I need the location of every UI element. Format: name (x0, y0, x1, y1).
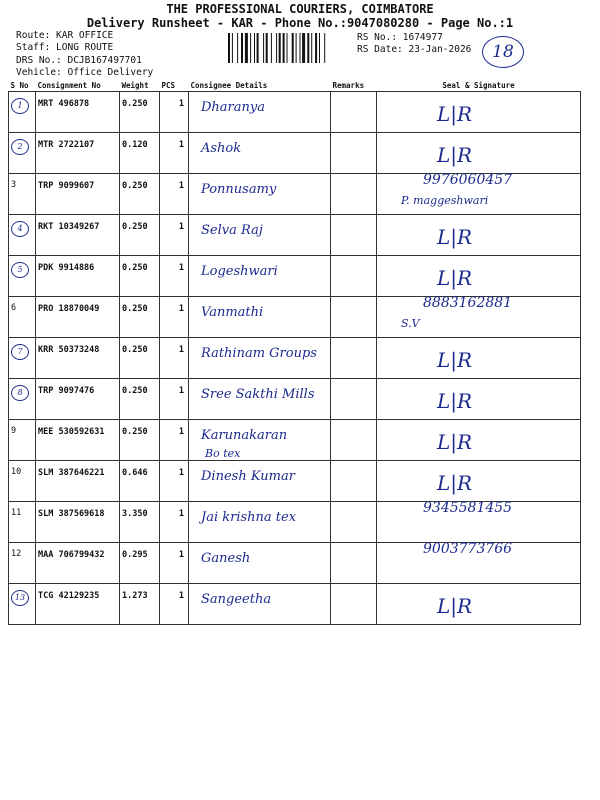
barcode-bar (228, 33, 230, 63)
weight-cell (120, 297, 160, 338)
weight-value: 0.250 (122, 427, 148, 437)
barcode-bar (237, 33, 238, 63)
pcs-value: 1 (178, 140, 184, 150)
col-weight: Weight (120, 80, 160, 92)
weight-cell (120, 502, 160, 543)
receiver-phone: 9976060457 (423, 172, 513, 188)
consignment-cell (36, 543, 120, 584)
signature-cell (377, 584, 581, 625)
pcs-value: 1 (178, 263, 184, 273)
col-remarks: Remarks (331, 80, 377, 92)
signature-cell (377, 420, 581, 461)
sno-cell (9, 461, 36, 502)
barcode-bar (266, 33, 268, 63)
barcode-bar (263, 33, 264, 63)
pcs-cell (160, 133, 189, 174)
signature-mark: L|R (437, 430, 473, 454)
barcode-bar (276, 33, 277, 63)
rs-date: RS Date: 23-Jan-2026 (357, 44, 472, 55)
remarks-cell (331, 461, 377, 502)
barcode-bar (250, 33, 251, 63)
serial-number: 9 (11, 426, 17, 436)
signature-mark: L|R (437, 102, 473, 126)
signature-cell (377, 133, 581, 174)
pcs-value: 1 (178, 99, 184, 109)
remarks-cell (331, 174, 377, 215)
sno-cell (9, 543, 36, 584)
pcs-cell (160, 502, 189, 543)
pcs-cell (160, 338, 189, 379)
consignee-cell (189, 379, 331, 420)
serial-number: 6 (11, 303, 17, 313)
sno-cell (9, 584, 36, 625)
consignee-name: Dharanya (201, 100, 265, 115)
consignee-cell (189, 297, 331, 338)
remarks-cell (331, 297, 377, 338)
consignee-cell (189, 215, 331, 256)
consignee-name-line2: Bo tex (205, 447, 241, 460)
table-row (9, 256, 581, 297)
consignment-number: MTR 2722107 (38, 140, 95, 150)
consignment-number: RKT 10349267 (38, 222, 100, 232)
barcode-bar (315, 33, 317, 63)
weight-value: 1.273 (122, 591, 148, 601)
remarks-cell (331, 92, 377, 133)
consignee-cell (189, 174, 331, 215)
barcode-bar (254, 33, 255, 63)
barcode-bar (324, 33, 325, 63)
consignment-cell (36, 215, 120, 256)
pcs-value: 1 (178, 181, 184, 191)
weight-value: 0.250 (122, 99, 148, 109)
consignee-cell (189, 338, 331, 379)
remarks-cell (331, 420, 377, 461)
pcs-value: 1 (178, 345, 184, 355)
consignee-name: Ashok (201, 141, 242, 156)
route-label: Route: KAR OFFICE (16, 30, 114, 41)
signature-mark: L|R (437, 471, 473, 495)
remarks-cell (331, 502, 377, 543)
pcs-cell (160, 215, 189, 256)
serial-number: 12 (11, 549, 22, 559)
weight-cell (120, 584, 160, 625)
table-header (9, 80, 581, 92)
serial-number: 1 (11, 98, 29, 114)
receiver-note: S.V (401, 317, 420, 330)
receiver-note: P. maggeshwari (401, 194, 489, 207)
serial-number: 8 (11, 385, 29, 401)
consignment-number: KRR 50373248 (38, 345, 100, 355)
consignment-number: MEE 530592631 (38, 427, 105, 437)
consignee-name: Rathinam Groups (201, 346, 317, 361)
pcs-cell (160, 420, 189, 461)
remarks-cell (331, 584, 377, 625)
consignee-cell (189, 502, 331, 543)
sno-cell (9, 338, 36, 379)
receiver-phone: 9345581455 (423, 500, 513, 516)
pcs-cell (160, 543, 189, 584)
weight-cell (120, 379, 160, 420)
sno-cell (9, 92, 36, 133)
consignment-number: PRO 18870049 (38, 304, 100, 314)
consignee-cell (189, 420, 331, 461)
sno-cell (9, 256, 36, 297)
weight-cell (120, 215, 160, 256)
consignee-name: Sree Sakthi Mills (201, 387, 315, 402)
weight-cell (120, 420, 160, 461)
receiver-phone: 8883162881 (423, 295, 513, 311)
signature-mark: L|R (437, 225, 473, 249)
barcode-bar (311, 33, 312, 63)
consignment-number: TRP 9099607 (38, 181, 95, 191)
weight-value: 0.295 (122, 550, 148, 560)
weight-cell (120, 461, 160, 502)
consignee-name: Jai krishna tex (201, 510, 297, 525)
signature-cell (377, 338, 581, 379)
sno-cell (9, 502, 36, 543)
pcs-value: 1 (178, 427, 184, 437)
consignee-name: Dinesh Kumar (201, 469, 295, 484)
pcs-cell (160, 461, 189, 502)
barcode-bar (319, 33, 320, 63)
signature-cell (377, 297, 581, 338)
pcs-cell (160, 297, 189, 338)
weight-value: 0.250 (122, 304, 148, 314)
col-sno: S No (9, 80, 36, 92)
pcs-cell (160, 92, 189, 133)
consignment-number: SLM 387646221 (38, 468, 105, 478)
consignment-cell (36, 256, 120, 297)
remarks-cell (331, 379, 377, 420)
signature-cell (377, 543, 581, 584)
table-row (9, 92, 581, 133)
consignment-cell (36, 584, 120, 625)
table-row (9, 543, 581, 584)
barcode-bar (271, 33, 272, 63)
barcode (228, 33, 353, 63)
consignment-cell (36, 461, 120, 502)
weight-cell (120, 338, 160, 379)
table-row (9, 502, 581, 543)
signature-cell (377, 256, 581, 297)
pcs-cell (160, 379, 189, 420)
consignment-number: MAA 706799432 (38, 550, 105, 560)
consignment-number: TCG 42129235 (38, 591, 100, 601)
consignment-number: MRT 496878 (38, 99, 90, 109)
consignee-name: Selva Raj (201, 223, 263, 238)
signature-mark: L|R (437, 389, 473, 413)
signature-cell (377, 92, 581, 133)
company-title: THE PROFESSIONAL COURIERS, COIMBATORE (166, 2, 434, 16)
remarks-cell (331, 215, 377, 256)
col-signature: Seal & Signature (377, 80, 581, 92)
weight-value: 3.350 (122, 509, 148, 519)
consignment-cell (36, 338, 120, 379)
consignee-name: Karunakaran (201, 428, 288, 443)
sno-cell (9, 420, 36, 461)
staff-label: Staff: LONG ROUTE (16, 42, 114, 53)
rs-number: RS No.: 1674977 (357, 32, 443, 43)
consignment-number: PDK 9914886 (38, 263, 95, 273)
consignment-cell (36, 379, 120, 420)
consignee-name: Ganesh (201, 551, 251, 566)
weight-cell (120, 174, 160, 215)
circled-count: 18 (482, 36, 524, 68)
weight-value: 0.250 (122, 181, 148, 191)
runsheet-subtitle: Delivery Runsheet - KAR - Phone No.:9047080280 - Page No.:1 (86, 16, 514, 30)
pcs-value: 1 (178, 591, 184, 601)
consignee-name: Sangeetha (201, 592, 272, 607)
signature-mark: L|R (437, 594, 473, 618)
signature-cell (377, 461, 581, 502)
sno-cell (9, 174, 36, 215)
sno-cell (9, 297, 36, 338)
col-consignee: Consignee Details (189, 80, 331, 92)
weight-value: 0.250 (122, 386, 148, 396)
barcode-bar (245, 33, 248, 63)
receiver-phone: 9003773766 (423, 541, 513, 557)
consignee-cell (189, 461, 331, 502)
table-row (9, 174, 581, 215)
barcode-bar (296, 33, 297, 63)
weight-value: 0.120 (122, 140, 148, 150)
consignee-name: Logeshwari (201, 264, 278, 279)
signature-mark: L|R (437, 143, 473, 167)
signature-mark: L|R (437, 348, 473, 372)
serial-number: 7 (11, 344, 29, 360)
pcs-cell (160, 584, 189, 625)
weight-cell (120, 133, 160, 174)
pcs-value: 1 (178, 386, 184, 396)
vehicle-label: Vehicle: Office Delivery (16, 67, 154, 78)
consignee-cell (189, 256, 331, 297)
serial-number: 3 (11, 180, 17, 190)
remarks-cell (331, 133, 377, 174)
table-row (9, 584, 581, 625)
remarks-cell (331, 338, 377, 379)
consignment-cell (36, 420, 120, 461)
serial-number: 4 (11, 221, 29, 237)
runsheet-table (8, 80, 581, 625)
pcs-value: 1 (178, 222, 184, 232)
barcode-bar (292, 33, 294, 63)
barcode-bar (241, 33, 243, 63)
col-pcs: PCS (160, 80, 189, 92)
signature-mark: L|R (437, 266, 473, 290)
pcs-cell (160, 174, 189, 215)
consignee-cell (189, 133, 331, 174)
table-row (9, 215, 581, 256)
serial-number: 13 (11, 590, 29, 606)
weight-value: 0.250 (122, 345, 148, 355)
weight-cell (120, 92, 160, 133)
weight-cell (120, 543, 160, 584)
pcs-value: 1 (178, 304, 184, 314)
sno-cell (9, 133, 36, 174)
table-row (9, 379, 581, 420)
barcode-bar (287, 33, 288, 63)
weight-cell (120, 256, 160, 297)
weight-value: 0.250 (122, 222, 148, 232)
barcode-bar (302, 33, 305, 63)
consignee-name: Ponnusamy (201, 182, 277, 197)
serial-number: 2 (11, 139, 29, 155)
barcode-bar (257, 33, 259, 63)
consignment-number: TRP 9097476 (38, 386, 95, 396)
table-row (9, 133, 581, 174)
remarks-cell (331, 256, 377, 297)
pcs-value: 1 (178, 468, 184, 478)
pcs-value: 1 (178, 509, 184, 519)
table-row (9, 338, 581, 379)
serial-number: 10 (11, 467, 22, 477)
weight-value: 0.250 (122, 263, 148, 273)
sno-cell (9, 215, 36, 256)
consignee-cell (189, 584, 331, 625)
consignment-cell (36, 133, 120, 174)
barcode-bar (300, 33, 301, 63)
table-row (9, 297, 581, 338)
consignment-cell (36, 502, 120, 543)
signature-cell (377, 379, 581, 420)
serial-number: 5 (11, 262, 29, 278)
barcode-bar (279, 33, 281, 63)
consignment-number: SLM 387569618 (38, 509, 105, 519)
remarks-cell (331, 543, 377, 584)
table-row (9, 461, 581, 502)
col-consignment: Consignment No (36, 80, 120, 92)
serial-number: 11 (11, 508, 22, 518)
consignee-name: Vanmathi (201, 305, 264, 320)
table-row (9, 420, 581, 461)
barcode-bar (232, 33, 233, 63)
barcode-bar (307, 33, 309, 63)
consignment-cell (36, 92, 120, 133)
signature-cell (377, 174, 581, 215)
consignee-cell (189, 92, 331, 133)
consignee-cell (189, 543, 331, 584)
weight-value: 0.646 (122, 468, 148, 478)
pcs-value: 1 (178, 550, 184, 560)
consignment-cell (36, 297, 120, 338)
consignment-cell (36, 174, 120, 215)
sno-cell (9, 379, 36, 420)
barcode-bar (283, 33, 285, 63)
pcs-cell (160, 256, 189, 297)
signature-cell (377, 502, 581, 543)
signature-cell (377, 215, 581, 256)
drs-number: DRS No.: DCJB167497701 (16, 55, 142, 66)
